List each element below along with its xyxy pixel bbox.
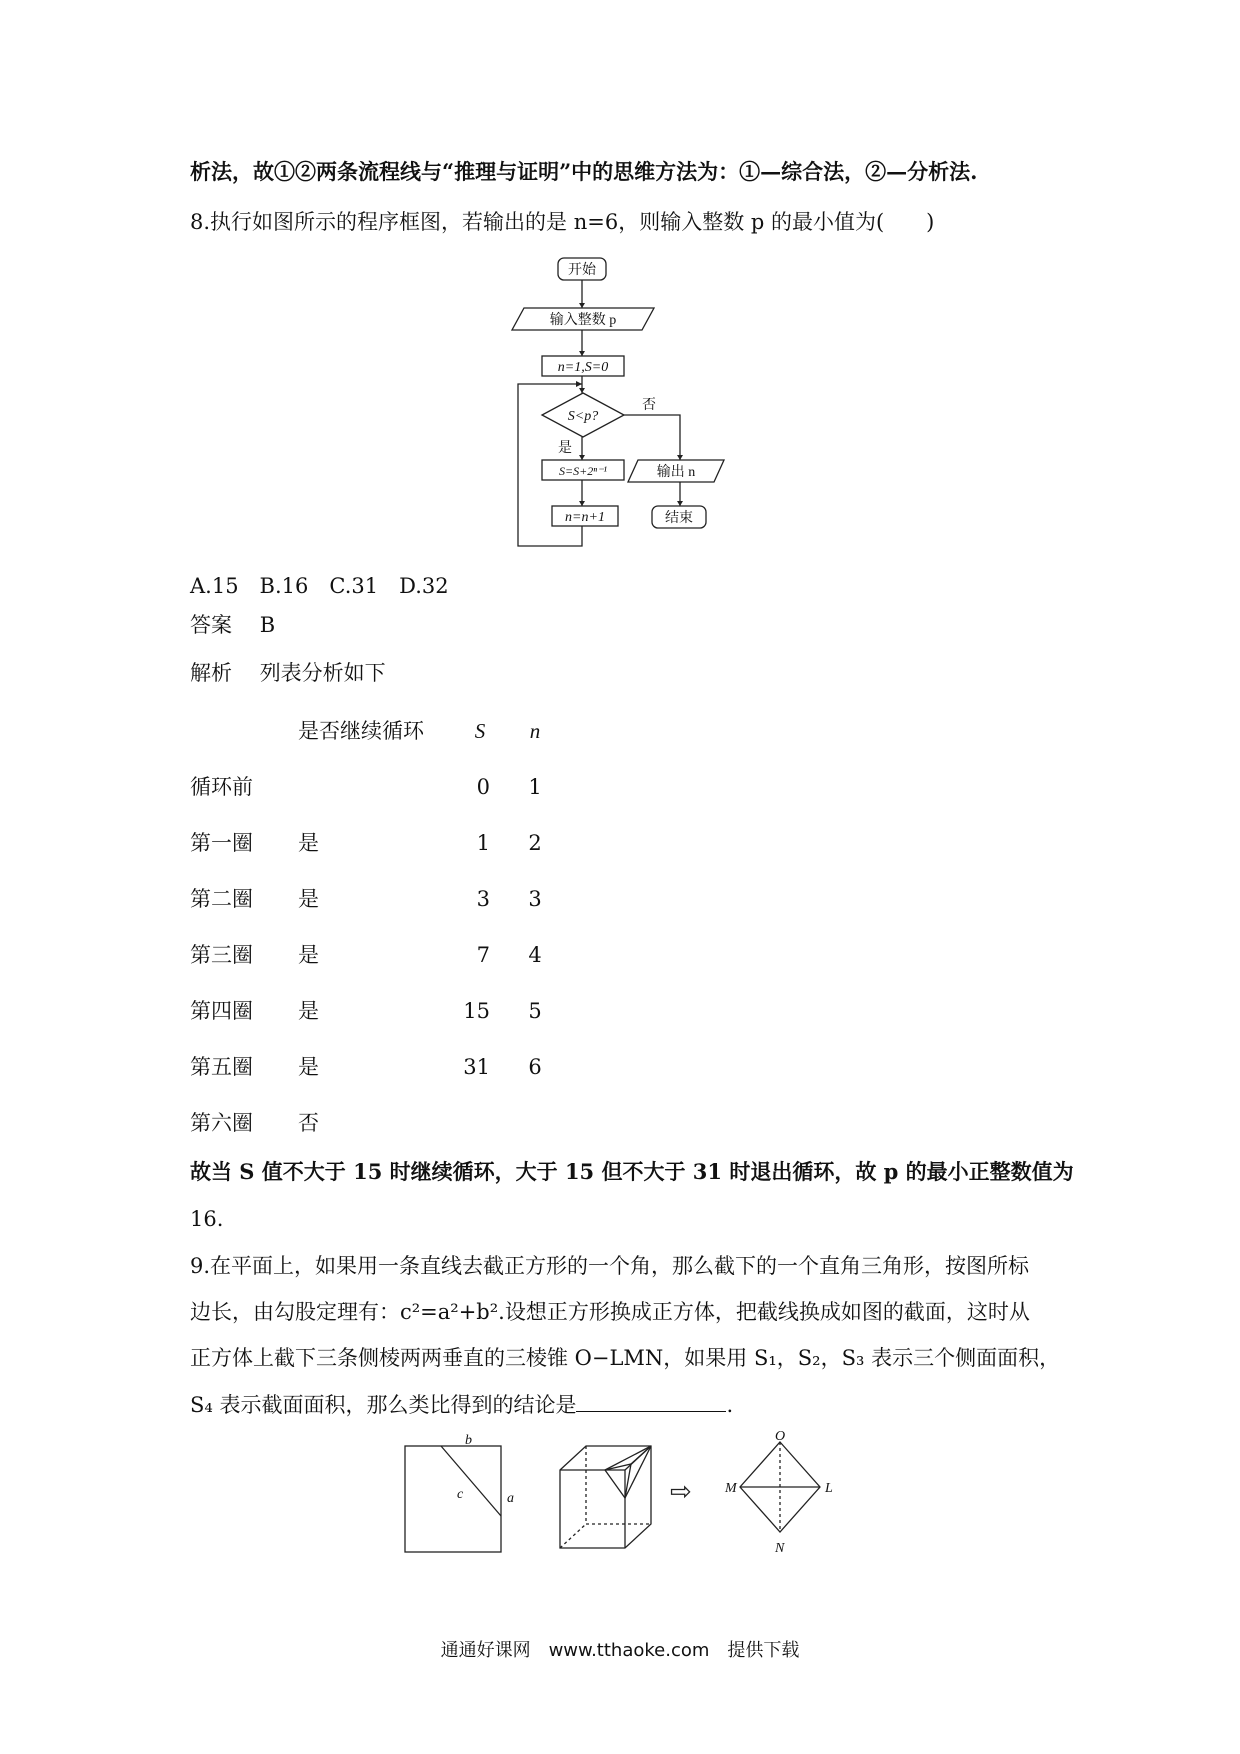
table-row-continue: 是 bbox=[298, 887, 319, 911]
label-O: O bbox=[775, 1430, 786, 1444]
table-row-continue: 是 bbox=[298, 999, 319, 1023]
question-8-options: A.15 B.16 C.31 D.32 bbox=[190, 574, 449, 598]
table-row-label: 循环前 bbox=[190, 775, 253, 799]
table-row-continue: 否 bbox=[298, 1111, 319, 1135]
table-row-n: 5 bbox=[528, 999, 542, 1023]
table-row-continue: 是 bbox=[298, 831, 319, 855]
table-row-s: 31 bbox=[463, 1055, 490, 1079]
flow-yes-label: 是 bbox=[558, 441, 572, 456]
table-row-n: 3 bbox=[528, 887, 542, 911]
table-row-continue: 是 bbox=[298, 1055, 319, 1079]
flow-update-label: S=S+2ⁿ⁻¹ bbox=[559, 464, 607, 478]
question-9-line-4: S₄ 表示截面面积，那么类比得到的结论是 . bbox=[190, 1389, 733, 1420]
geometry-figures bbox=[395, 1430, 875, 1570]
answer-label: 答案 bbox=[190, 613, 232, 637]
flow-output-label: 输出 n bbox=[656, 465, 696, 480]
table-row-label: 第三圈 bbox=[190, 943, 253, 967]
label-L: L bbox=[825, 1481, 833, 1496]
label-b: b bbox=[465, 1433, 472, 1448]
answer-value: B bbox=[259, 613, 276, 637]
program-flowchart bbox=[510, 250, 730, 560]
flow-input-label: 输入整数 p bbox=[549, 313, 617, 328]
table-header-s: S bbox=[474, 719, 486, 743]
arrow-icon: ⇨ bbox=[670, 1477, 692, 1506]
table-row-n: 2 bbox=[528, 831, 542, 855]
page-footer: 通通好课网 www.tthaoke.com 提供下载 bbox=[440, 1640, 800, 1661]
flow-init-label: n=1,S=0 bbox=[557, 360, 609, 375]
answer-line bbox=[190, 610, 275, 640]
analysis-label: 解析 bbox=[190, 661, 232, 685]
table-row-label: 第一圈 bbox=[190, 831, 253, 855]
question-9-line-3: 正方体上截下三条侧棱两两垂直的三棱锥 O−LMN，如果用 S₁，S₂，S₃ 表示三个侧面面积， bbox=[190, 1346, 1061, 1370]
table-row-label: 第五圈 bbox=[190, 1055, 253, 1079]
table-header-n: n bbox=[529, 719, 541, 743]
flow-condition-label: S<p? bbox=[567, 409, 599, 424]
flow-increment-label: n=n+1 bbox=[565, 510, 605, 525]
flow-no-label: 否 bbox=[642, 398, 656, 413]
conclusion-line-2: 16. bbox=[190, 1207, 224, 1231]
table-row-n: 6 bbox=[528, 1055, 542, 1079]
table-row-n: 4 bbox=[528, 943, 542, 967]
question-9-line-1: 9.在平面上，如果用一条直线去截正方形的一个角，那么截下的一个直角三角形，按图所标 bbox=[190, 1254, 1030, 1278]
label-a: a bbox=[507, 1491, 514, 1506]
table-row-label: 第六圈 bbox=[190, 1111, 253, 1135]
label-N: N bbox=[775, 1541, 785, 1556]
table-row-continue: 是 bbox=[298, 943, 319, 967]
flow-end-label: 结束 bbox=[665, 511, 693, 526]
table-row-s: 3 bbox=[476, 887, 490, 911]
table-row-s: 1 bbox=[476, 831, 490, 855]
table-row-n: 1 bbox=[528, 775, 542, 799]
table-row-label: 第四圈 bbox=[190, 999, 253, 1023]
table-row-s: 7 bbox=[476, 943, 490, 967]
analysis-line bbox=[190, 658, 386, 688]
table-row-s: 15 bbox=[463, 999, 490, 1023]
answer-blank bbox=[576, 1389, 726, 1412]
question-9-line-4-text: S₄ 表示截面面积，那么类比得到的结论是 bbox=[190, 1393, 577, 1417]
question-8-stem: 8.执行如图所示的程序框图，若输出的是 n=6，则输入整数 p 的最小值为( ) bbox=[190, 210, 935, 234]
table-row-label: 第二圈 bbox=[190, 887, 253, 911]
paragraph-continuation: 析法，故①②两条流程线与“推理与证明”中的思维方法为：①—综合法，②—分析法. bbox=[190, 159, 978, 184]
label-M: M bbox=[725, 1481, 737, 1496]
table-header-continue: 是否继续循环 bbox=[298, 719, 424, 743]
analysis-text: 列表分析如下 bbox=[259, 661, 386, 685]
conclusion-line-1: 故当 S 值不大于 15 时继续循环，大于 15 但不大于 31 时退出循环，故 p 的最小正整数值为 bbox=[190, 1159, 1074, 1184]
flow-start-label: 开始 bbox=[568, 263, 596, 278]
label-c: c bbox=[457, 1487, 464, 1502]
table-row-s: 0 bbox=[476, 775, 490, 799]
question-9-line-2: 边长，由勾股定理有：c²=a²+b².设想正方形换成正方体，把截线换成如图的截面，这时从 bbox=[190, 1300, 1030, 1324]
